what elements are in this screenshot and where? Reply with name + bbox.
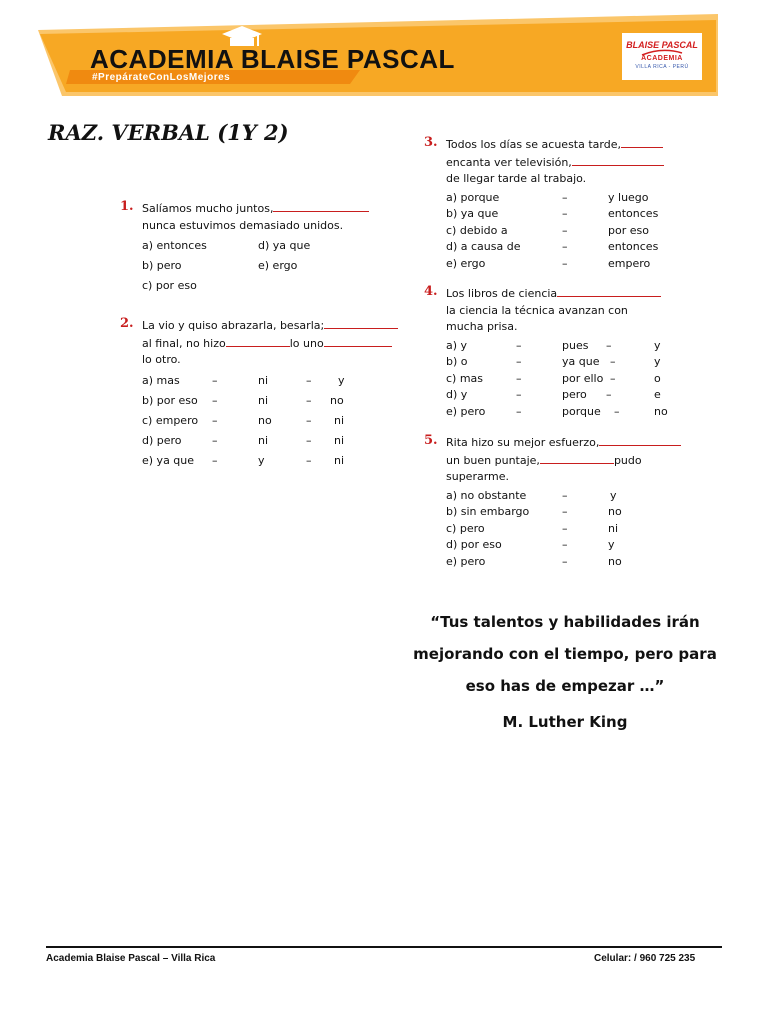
dash: – xyxy=(306,413,312,427)
option-word: ni xyxy=(334,453,345,467)
option-word: no xyxy=(608,554,622,568)
answer-blank[interactable] xyxy=(324,335,392,347)
dash: – xyxy=(516,355,522,369)
academy-name: ACADEMIA BLAISE PASCAL xyxy=(90,44,455,74)
dash: – xyxy=(606,338,612,352)
option-e[interactable]: e) pero xyxy=(446,404,486,418)
dash: – xyxy=(212,413,218,427)
option-word: y luego xyxy=(608,190,649,204)
dash: – xyxy=(562,554,568,568)
option-b[interactable]: b) sin embargo xyxy=(446,505,530,519)
question-text: Los libros de ciencia xyxy=(446,287,558,300)
dash: – xyxy=(562,223,568,237)
option-word: ya que xyxy=(562,355,600,369)
quote-line-1: “Tus talentos y habilidades irán xyxy=(430,613,700,631)
option-b[interactable]: b) o xyxy=(446,355,468,369)
option-e[interactable]: e) ergo xyxy=(258,259,298,272)
dash: – xyxy=(614,404,620,418)
dash: – xyxy=(610,371,616,385)
dash: – xyxy=(562,505,568,519)
option-word: ni xyxy=(258,433,269,447)
dash: – xyxy=(562,488,568,502)
logo-line-1: BLAISE PASCAL xyxy=(626,40,698,50)
dash: – xyxy=(306,373,312,387)
option-word: pero xyxy=(562,388,587,402)
header-banner xyxy=(0,0,768,110)
question-text: un buen puntaje, xyxy=(446,453,540,467)
question-text: pudo xyxy=(613,453,642,467)
question-text: Todos los días se acuesta tarde, xyxy=(446,138,621,151)
quote-author: M. Luther King xyxy=(502,713,628,731)
option-word: no xyxy=(608,505,622,519)
option-c[interactable]: c) debido a xyxy=(446,223,508,237)
dash: – xyxy=(516,404,522,418)
sheet-title: RAZ. VERBAL (1Y 2) xyxy=(48,120,289,145)
option-word: ni xyxy=(608,521,619,535)
dash: – xyxy=(516,371,522,385)
logo-line-3: VILLA RICA - PERÚ xyxy=(635,64,689,70)
question-text: nunca estuvimos demasiado unidos. xyxy=(142,218,344,232)
footer-academy: Academia Blaise Pascal – Villa Rica xyxy=(46,953,216,964)
question-5 xyxy=(424,433,681,570)
option-c[interactable]: c) pero xyxy=(446,521,485,535)
logo-line-2: ACADEMIA xyxy=(641,55,683,62)
option-word: por eso xyxy=(608,223,649,237)
dash: – xyxy=(212,393,218,407)
dash: – xyxy=(306,433,312,447)
option-word: no xyxy=(330,393,344,407)
answer-blank[interactable] xyxy=(599,434,681,446)
option-c[interactable]: c) mas xyxy=(446,371,484,385)
dash: – xyxy=(516,338,522,352)
dash: – xyxy=(212,433,218,447)
option-word: no xyxy=(654,404,668,418)
option-a[interactable]: a) no obstante xyxy=(446,488,527,502)
question-text: la ciencia la técnica avanzan con xyxy=(446,303,628,317)
option-word: por ello xyxy=(562,371,604,385)
dash: – xyxy=(562,207,568,221)
dash: – xyxy=(562,240,568,254)
answer-blank[interactable] xyxy=(540,452,614,464)
dash: – xyxy=(516,388,522,402)
option-e[interactable]: e) ergo xyxy=(446,256,486,270)
answer-blank[interactable] xyxy=(621,136,663,148)
option-word: y xyxy=(610,488,617,502)
dash: – xyxy=(562,538,568,552)
answer-blank[interactable] xyxy=(226,335,290,347)
option-word: entonces xyxy=(608,207,659,221)
option-word: empero xyxy=(608,256,651,270)
question-number: 2. xyxy=(120,316,134,331)
option-word: no xyxy=(258,413,272,427)
question-text: Salíamos mucho juntos, xyxy=(142,202,274,215)
option-word: pues xyxy=(562,338,589,352)
option-d[interactable]: d) ya que xyxy=(258,239,311,252)
option-c[interactable]: c) empero xyxy=(142,413,199,427)
question-number: 1. xyxy=(120,199,134,214)
dash: – xyxy=(306,453,312,467)
question-text: lo otro. xyxy=(142,353,181,366)
quote-line-2: mejorando con el tiempo, pero para xyxy=(413,645,717,663)
hashtag: #PrepárateConLosMejores xyxy=(92,72,231,83)
option-d[interactable]: d) por eso xyxy=(446,538,502,552)
option-word: porque xyxy=(562,404,601,418)
dash: – xyxy=(606,388,612,402)
option-d[interactable]: d) a causa de xyxy=(446,240,521,254)
option-word: y xyxy=(654,338,661,352)
option-b[interactable]: b) por eso xyxy=(142,393,198,407)
option-b[interactable]: b) pero xyxy=(142,259,182,272)
question-number: 5. xyxy=(424,433,438,448)
motivational-quote xyxy=(400,606,730,738)
option-a[interactable]: a) entonces xyxy=(142,239,207,252)
dash: – xyxy=(306,393,312,407)
question-1 xyxy=(120,199,369,298)
question-4 xyxy=(424,284,668,420)
question-text: al final, no hizo xyxy=(142,336,226,350)
option-word: e xyxy=(654,388,661,402)
dash: – xyxy=(212,373,218,387)
question-text: mucha prisa. xyxy=(446,320,518,333)
option-word: o xyxy=(654,371,661,385)
question-3 xyxy=(424,135,664,272)
footer-divider xyxy=(46,946,722,948)
question-number: 3. xyxy=(424,135,438,150)
option-word: y xyxy=(338,373,345,387)
dash: – xyxy=(562,521,568,535)
question-text: superarme. xyxy=(446,470,510,483)
option-word: ni xyxy=(258,393,269,407)
option-a[interactable]: a) porque xyxy=(446,190,500,204)
option-b[interactable]: b) ya que xyxy=(446,207,499,221)
option-e[interactable]: e) ya que xyxy=(142,453,195,467)
option-a[interactable]: a) y xyxy=(446,338,468,352)
question-text: encanta ver televisión, xyxy=(446,155,572,169)
option-e[interactable]: e) pero xyxy=(446,554,486,568)
logo-swoosh-icon xyxy=(640,49,684,57)
option-d[interactable]: d) pero xyxy=(142,433,182,447)
option-word: ni xyxy=(334,413,345,427)
dash: – xyxy=(562,190,568,204)
answer-blank[interactable] xyxy=(324,317,398,329)
dash: – xyxy=(212,453,218,467)
option-c[interactable]: c) por eso xyxy=(142,279,197,292)
answer-blank[interactable] xyxy=(557,285,661,297)
answer-blank[interactable] xyxy=(273,200,369,212)
option-word: y xyxy=(258,453,265,467)
option-a[interactable]: a) mas xyxy=(142,373,180,387)
option-word: ni xyxy=(334,433,345,447)
quote-line-3: eso has de empezar …” xyxy=(465,677,665,695)
option-word: entonces xyxy=(608,240,659,254)
option-word: ni xyxy=(258,373,269,387)
dash: – xyxy=(610,355,616,369)
option-word: y xyxy=(608,538,615,552)
option-d[interactable]: d) y xyxy=(446,388,468,402)
option-word: y xyxy=(654,355,661,369)
question-text: lo uno xyxy=(289,336,324,350)
answer-blank[interactable] xyxy=(572,154,664,166)
question-text: de llegar tarde al trabajo. xyxy=(446,172,587,185)
question-2 xyxy=(120,316,398,473)
question-number: 4. xyxy=(424,284,438,299)
question-text: La vio y quiso abrazarla, besarla; xyxy=(142,319,325,332)
footer-phone: Celular: / 960 725 235 xyxy=(594,953,696,964)
academy-logo xyxy=(622,33,702,80)
dash: – xyxy=(562,256,568,270)
question-text: Rita hizo su mejor esfuerzo, xyxy=(446,436,600,449)
